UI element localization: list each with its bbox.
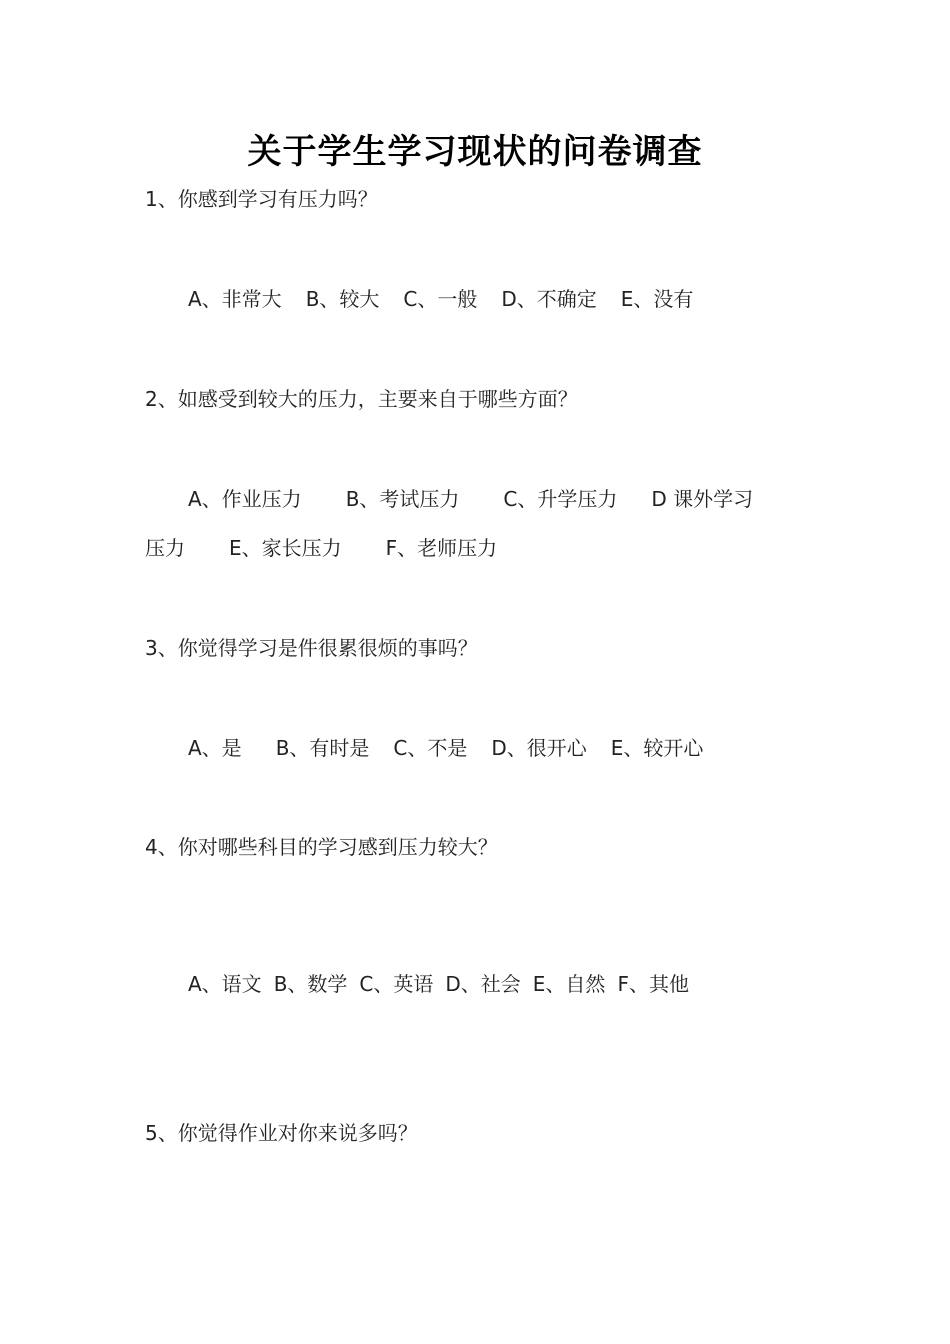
option: B、数学 bbox=[273, 972, 348, 996]
option: A、作业压力 bbox=[188, 487, 302, 511]
option: D、不确定 bbox=[501, 287, 597, 311]
option: D 课外学习 bbox=[651, 487, 754, 511]
question-2-options bbox=[188, 484, 753, 514]
option: C、一般 bbox=[403, 287, 478, 311]
option: E、没有 bbox=[620, 287, 694, 311]
option: A、非常大 bbox=[188, 287, 282, 311]
question-2: 2、如感受到较大的压力，主要来自于哪些方面？ bbox=[145, 387, 578, 411]
option: E、家长压力 bbox=[229, 536, 342, 560]
question-4-options bbox=[188, 969, 689, 999]
question-3: 3、你觉得学习是件很累很烦的事吗？ bbox=[145, 636, 478, 660]
option: B、有时是 bbox=[275, 736, 370, 760]
option: C、不是 bbox=[393, 736, 468, 760]
option-continuation: 压力 bbox=[145, 536, 185, 560]
option: B、较大 bbox=[305, 287, 380, 311]
question-3-options bbox=[188, 733, 703, 763]
option: A、语文 bbox=[188, 972, 262, 996]
question-2-options-continued bbox=[145, 533, 497, 563]
document-title: 关于学生学习现状的问卷调查 bbox=[247, 132, 703, 172]
option: E、较开心 bbox=[610, 736, 704, 760]
option: C、升学压力 bbox=[503, 487, 618, 511]
option: D、社会 bbox=[445, 972, 521, 996]
option: C、英语 bbox=[359, 972, 434, 996]
option: E、自然 bbox=[532, 972, 606, 996]
question-1-options bbox=[188, 284, 693, 314]
option: B、考试压力 bbox=[345, 487, 460, 511]
option: F、老师压力 bbox=[385, 536, 498, 560]
question-1: 1、你感到学习有压力吗？ bbox=[145, 187, 378, 211]
question-5: 5、你觉得作业对你来说多吗？ bbox=[145, 1121, 418, 1145]
question-4: 4、你对哪些科目的学习感到压力较大？ bbox=[145, 835, 498, 859]
option: D、很开心 bbox=[491, 736, 587, 760]
option: A、是 bbox=[188, 736, 242, 760]
option: F、其他 bbox=[617, 972, 689, 996]
